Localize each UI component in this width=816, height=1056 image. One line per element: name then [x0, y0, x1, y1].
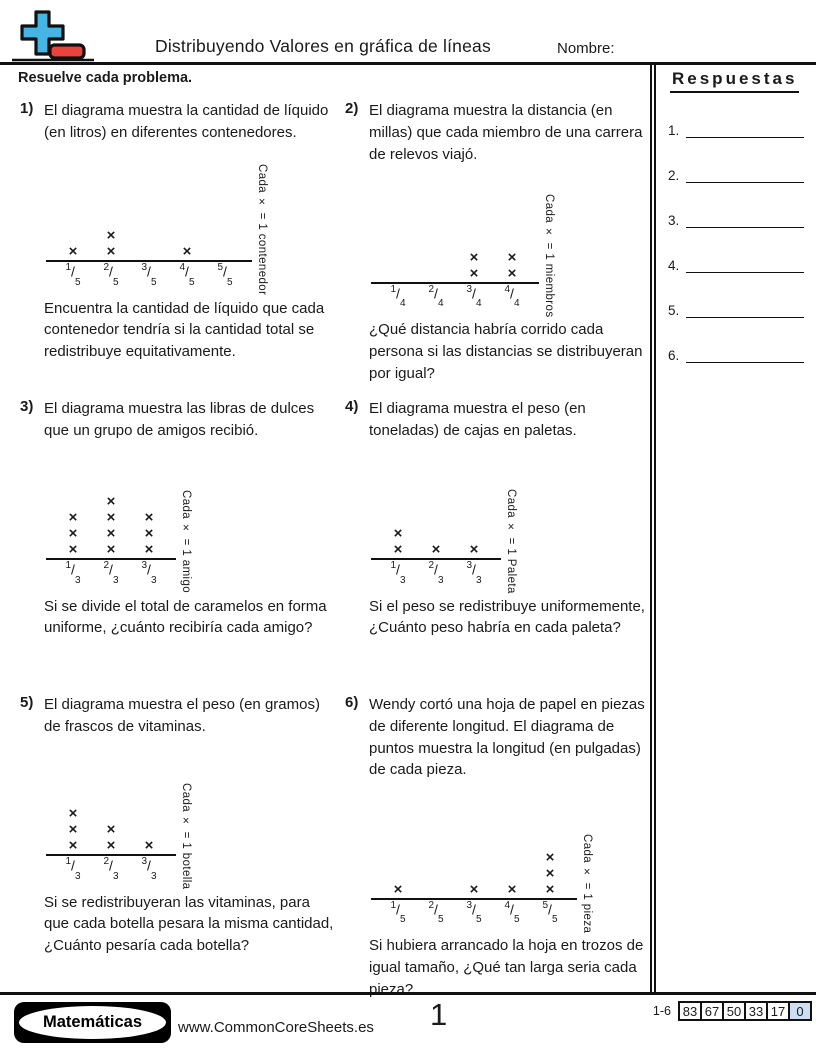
x-mark: × — [68, 509, 78, 527]
line-plot — [371, 165, 648, 318]
problem-question: Si hubiera arrancado la hoja en trozos de igual tamaño, ¿Qué tan larga seria cada pieza? — [369, 937, 644, 998]
score-table — [653, 1001, 812, 1021]
x-mark: × — [106, 493, 116, 511]
name-label: Nombre: — [557, 40, 615, 57]
tick-label: $^1/_3$ — [65, 560, 81, 586]
problem-text: El diagrama muestra la distancia (en millas) que cada miembro de una carrera de relevos viajó. — [369, 102, 643, 163]
plot-key-label: Cada × = 1 Paleta — [505, 488, 517, 594]
plot-column — [130, 510, 168, 558]
plot-column — [379, 526, 417, 558]
x-mark: × — [393, 525, 403, 543]
tick-label: $^3/_5$ — [141, 262, 157, 288]
x-mark: × — [106, 227, 116, 245]
line-plot — [46, 738, 343, 890]
page-number: 1 — [430, 997, 448, 1032]
plot-key-label: Cada × = 1 contenedor — [256, 164, 268, 296]
tick-label: $^2/_3$ — [103, 560, 119, 586]
answers-title: Respuestas — [670, 69, 799, 93]
x-mark: × — [507, 880, 517, 898]
tick-label: $^2/_5$ — [103, 262, 119, 288]
problem-3 — [18, 398, 343, 694]
problem-number: 2) — [345, 100, 359, 117]
answer-blank-line — [686, 303, 804, 318]
x-mark: × — [68, 541, 78, 559]
x-mark: × — [469, 880, 479, 898]
x-mark: × — [68, 837, 78, 855]
line-plot — [46, 442, 343, 594]
x-mark: × — [106, 541, 116, 559]
score-cell-highlight: 0 — [788, 1001, 812, 1021]
x-mark: × — [507, 264, 517, 282]
x-mark: × — [469, 541, 479, 559]
answer-slot-2 — [668, 168, 808, 183]
problem-question: ¿Qué distancia habría corrido cada persona si las distancias se distribuyeran por igual? — [369, 321, 643, 382]
dot-plot — [46, 227, 252, 288]
plot-column — [54, 244, 92, 260]
tick-label: $^5/_5$ — [542, 899, 558, 925]
worksheet-title: Distribuyendo Valores en gráfica de líneas — [155, 36, 491, 56]
dot-plot — [46, 493, 176, 586]
plot-column — [455, 250, 493, 282]
x-mark: × — [106, 525, 116, 543]
x-mark: × — [106, 509, 116, 527]
problem-question: Si se divide el total de caramelos en forma uniforme, ¿cuánto recibiría cada amigo? — [44, 597, 327, 637]
x-mark: × — [106, 243, 116, 261]
tick-label: $^1/_3$ — [65, 856, 81, 882]
score-cell: 83 — [678, 1001, 702, 1021]
answer-blank-line — [686, 168, 804, 183]
dot-plot — [371, 248, 539, 310]
tick-label: $^1/_5$ — [65, 262, 81, 288]
plot-column — [455, 882, 493, 898]
tick-label: $^5/_5$ — [217, 262, 233, 288]
problem-question: Encuentra la cantidad de líquido que cada contenedor tendría si la cantidad total se redistribuye equitativamente. — [44, 299, 325, 360]
problem-number: 6) — [345, 694, 359, 711]
plot-column — [130, 838, 168, 854]
answer-slot-5 — [668, 303, 808, 318]
tick-label: $^3/_5$ — [466, 899, 482, 925]
answer-number: 6. — [668, 348, 680, 363]
tick-label: $^2/_3$ — [103, 856, 119, 882]
tick-label: $^2/_3$ — [428, 560, 444, 586]
tick-label: $^1/_5$ — [390, 899, 406, 925]
plot-column — [493, 882, 531, 898]
answer-number: 2. — [668, 168, 680, 183]
plot-key-label: Cada × = 1 miembros — [543, 193, 555, 318]
problem-number: 4) — [345, 398, 359, 415]
score-cells — [678, 1001, 812, 1021]
answer-slot-4 — [668, 258, 808, 273]
x-mark: × — [431, 541, 441, 559]
plot-key-label: Cada × = 1 botella — [180, 783, 192, 890]
website-url: www.CommonCoreSheets.es — [178, 1019, 374, 1036]
x-mark: × — [144, 837, 154, 855]
plot-column — [493, 250, 531, 282]
footer — [0, 992, 816, 1056]
x-mark: × — [469, 248, 479, 266]
problem-text: El diagrama muestra la cantidad de líquido (en litros) en diferentes contenedores. — [44, 102, 329, 141]
tick-label: $^4/_5$ — [179, 262, 195, 288]
x-mark: × — [144, 525, 154, 543]
problem-5 — [18, 694, 343, 1000]
x-mark: × — [68, 243, 78, 261]
problem-question: Si se redistribuyeran las vitaminas, para que cada botella pesara la misma cantidad, ¿Cuánto pesaría cada botella? — [44, 893, 334, 954]
tick-label: $^3/_3$ — [141, 856, 157, 882]
x-mark: × — [68, 525, 78, 543]
answer-slot-3 — [668, 213, 808, 228]
answer-number: 5. — [668, 303, 680, 318]
score-cell: 67 — [700, 1001, 724, 1021]
x-mark: × — [393, 541, 403, 559]
answer-blank-line — [686, 348, 804, 363]
plot-column — [455, 542, 493, 558]
plot-column — [417, 542, 455, 558]
plot-key-label: Cada × = 1 amigo — [180, 490, 192, 594]
plot-column — [92, 494, 130, 558]
line-plot — [371, 781, 648, 933]
plot-column — [54, 806, 92, 854]
problem-text: El diagrama muestra el peso (en gramos) de frascos de vitaminas. — [44, 696, 320, 735]
problem-number: 1) — [20, 100, 34, 117]
tick-label: $^3/_3$ — [141, 560, 157, 586]
x-mark: × — [182, 243, 192, 261]
x-mark: × — [106, 821, 116, 839]
header — [0, 0, 816, 62]
instructions: Resuelve cada problema. — [18, 70, 193, 86]
answer-blank-line — [686, 213, 804, 228]
tick-label: $^2/_4$ — [428, 283, 444, 310]
answer-slot-6 — [668, 348, 808, 363]
problem-1 — [18, 100, 343, 398]
tick-label: $^4/_4$ — [504, 283, 520, 310]
x-mark: × — [68, 821, 78, 839]
answer-blank-line — [686, 123, 804, 138]
plot-column — [54, 510, 92, 558]
plot-column — [168, 244, 206, 260]
tick-label: $^1/_3$ — [390, 560, 406, 586]
x-mark: × — [545, 864, 555, 882]
plot-column — [379, 882, 417, 898]
score-cell: 17 — [766, 1001, 790, 1021]
problem-text: Wendy cortó una hoja de papel en piezas de diferente longitud. El diagrama de puntos muestra la longitud (en pulgadas) de cada pieza. — [369, 696, 645, 779]
tick-label: $^1/_4$ — [390, 283, 406, 310]
x-mark: × — [393, 880, 403, 898]
problem-number: 5) — [20, 694, 34, 711]
answer-number: 4. — [668, 258, 680, 273]
problems-area — [18, 70, 650, 1000]
problem-number: 3) — [20, 398, 34, 415]
line-plot — [371, 442, 648, 594]
x-mark: × — [469, 264, 479, 282]
dot-plot — [46, 805, 176, 882]
problem-2 — [343, 100, 648, 398]
problem-text: El diagrama muestra el peso (en toneladas) de cajas en paletas. — [369, 400, 586, 439]
plot-column — [531, 850, 569, 898]
plot-column — [92, 822, 130, 854]
x-mark: × — [545, 848, 555, 866]
tick-label: $^2/_5$ — [428, 899, 444, 925]
score-cell: 50 — [722, 1001, 746, 1021]
tick-label: $^4/_5$ — [504, 899, 520, 925]
problem-text: El diagrama muestra las libras de dulces que un grupo de amigos recibió. — [44, 400, 315, 439]
score-range: 1-6 — [652, 1004, 671, 1018]
plot-column — [92, 228, 130, 260]
problem-4 — [343, 398, 648, 694]
problem-question: Si el peso se redistribuye uniformemente, ¿Cuánto peso habría en cada paleta? — [369, 597, 645, 637]
answer-blank-line — [686, 258, 804, 273]
plus-minus-logo-icon — [12, 8, 94, 62]
answer-number: 1. — [668, 123, 680, 138]
dot-plot — [371, 525, 501, 586]
answers-panel — [650, 65, 816, 992]
problem-6 — [343, 694, 648, 1000]
brand-label: Matemáticas — [19, 1006, 166, 1039]
x-mark: × — [144, 509, 154, 527]
answer-slot-1 — [668, 123, 808, 138]
x-mark: × — [507, 248, 517, 266]
problems-grid — [18, 100, 650, 1000]
x-mark: × — [68, 805, 78, 823]
x-mark: × — [144, 541, 154, 559]
line-plot — [46, 144, 343, 296]
x-mark: × — [545, 880, 555, 898]
tick-label: $^3/_4$ — [466, 283, 482, 310]
plot-key-label: Cada × = 1 pieza — [581, 833, 593, 933]
tick-label: $^3/_3$ — [466, 560, 482, 586]
answer-number: 3. — [668, 213, 680, 228]
x-mark: × — [106, 837, 116, 855]
score-cell: 33 — [744, 1001, 768, 1021]
brand-badge — [14, 1002, 171, 1043]
dot-plot — [371, 848, 577, 925]
